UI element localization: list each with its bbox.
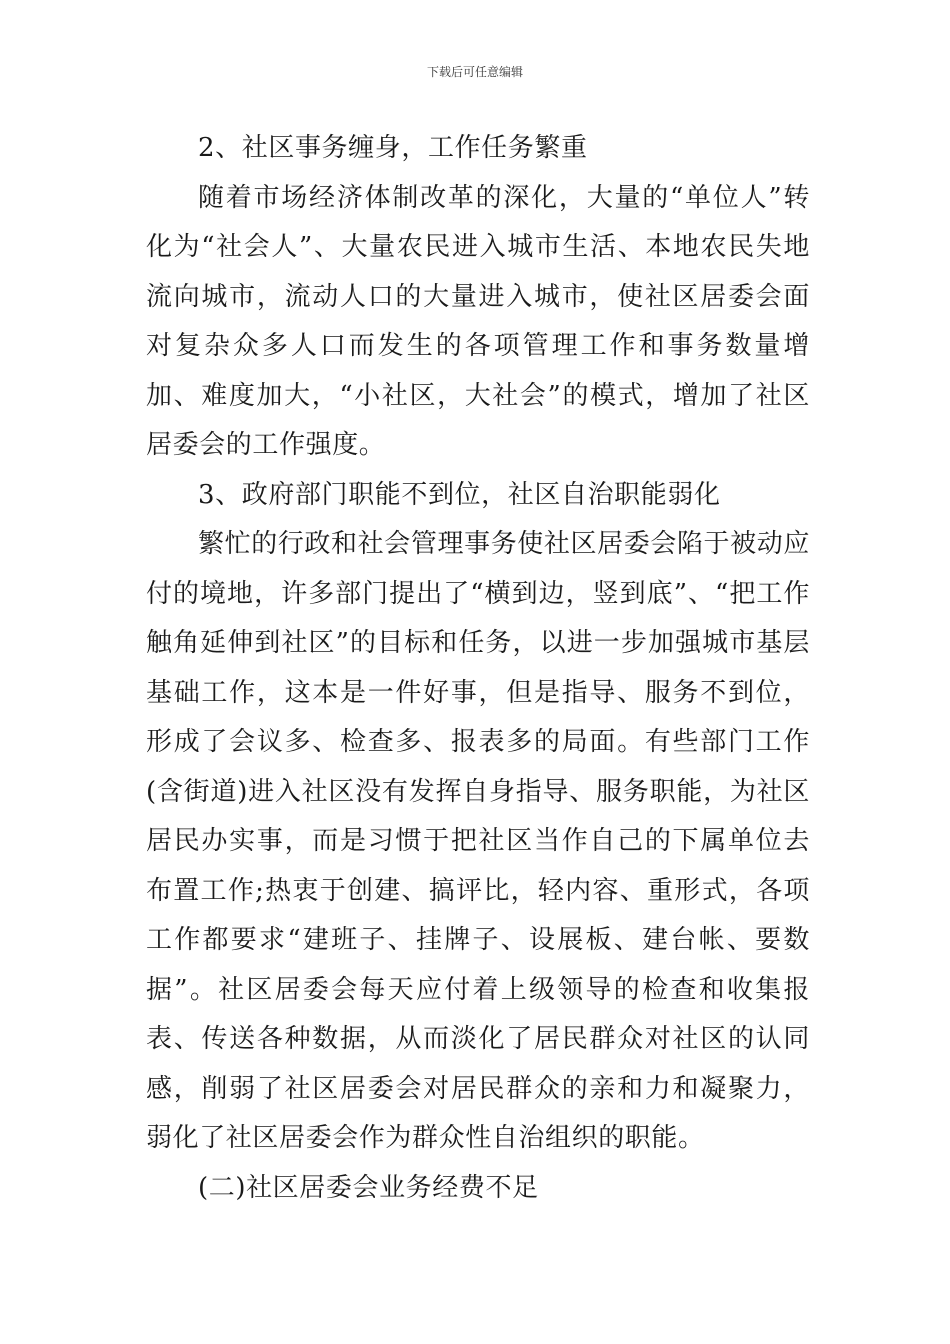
section-heading-funding: (二)社区居委会业务经费不足 [198,1172,539,1203]
document-body [146,124,810,1213]
paragraph-government-functions: 繁忙的行政和社会管理事务使社区居委会陷于被动应付的境地，许多部门提出了“横到边，竖到底”、“把工作触角延伸到社区”的目标和任务，以进一步加强城市基层基础工作，这本是一件好事，但是指导、服务不到位，形成了会议多、检查多、报表多的局面。有些部门工作(含街道)进入社区没有发挥自身指导、服务职能，为社区居民办实事，而是习惯于把社区当作自己的下属单位去布置工作;热衷于创建、搞评比，轻内容、重形式，各项工作都要求“建班子、挂牌子、设展板、建台帐、要数据”。社区居委会每天应付着上级领导的检查和收集报表、传送各种数据，从而淡化了居民群众对社区的认同感，削弱了社区居委会对居民群众的亲和力和凝聚力，弱化了社区居委会作为群众性自治组织的职能。 [146,529,810,1153]
paragraph-workload: 随着市场经济体制改革的深化，大量的“单位人”转化为“社会人”、大量农民进入城市生活、本地农民失地流向城市，流动人口的大量进入城市，使社区居委会面对复杂众多人口而发生的各项管理工作和事务数量增加、难度加大，“小社区，大社会”的模式，增加了社区居委会的工作强度。 [146,182,810,460]
page-header: 下载后可任意编辑 [426,65,523,79]
section-heading-2: 2、社区事务缠身，工作任务繁重 [198,133,588,163]
section-heading-3: 3、政府部门职能不到位，社区自治职能弱化 [198,479,721,510]
